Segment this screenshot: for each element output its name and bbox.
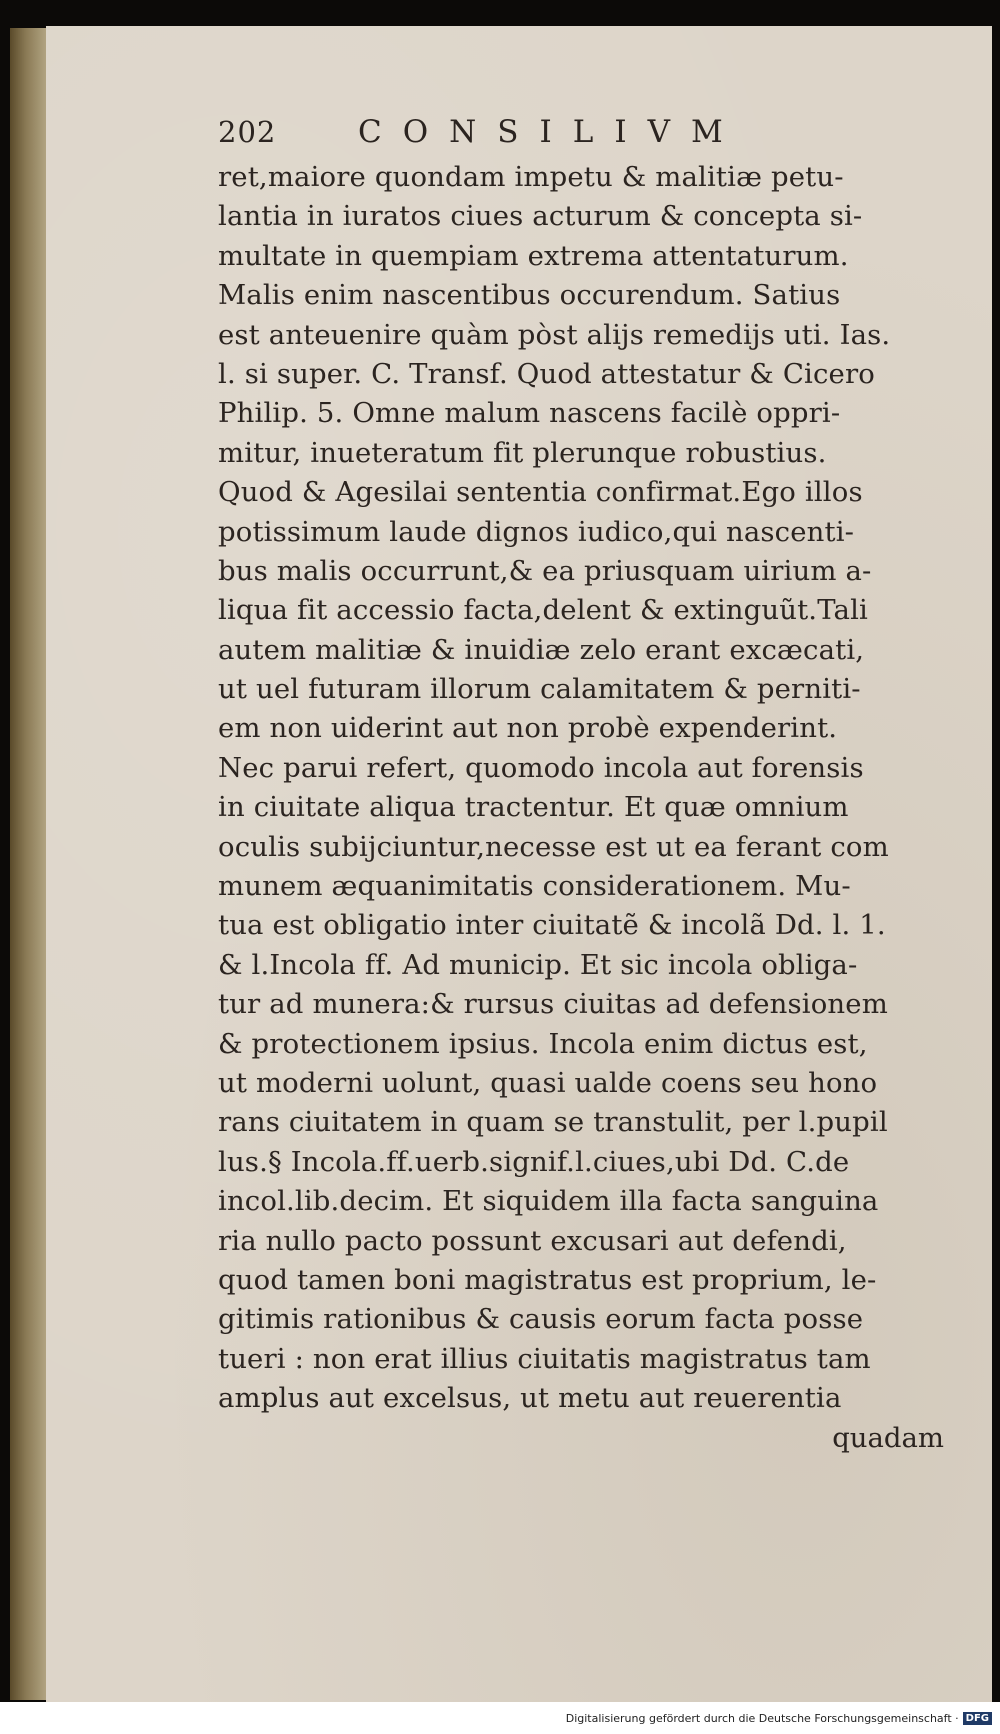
text-line: in ciuitate aliqua tractentur. Et quæ omnium <box>218 791 849 824</box>
text-line: mitur, inueteratum fit plerunque robustius. <box>218 436 827 469</box>
book-spine-edge <box>10 28 50 1700</box>
text-line: oculis subijciuntur,necesse est ut ea ferant com <box>218 830 889 863</box>
text-line: amplus aut excelsus, ut metu aut reuerentia <box>218 1382 842 1415</box>
catchword: quadam <box>832 1421 944 1454</box>
text-line: liqua fit accessio facta,delent & extinguũt.Tali <box>218 594 868 627</box>
text-line: Nec parui refert, quomodo incola aut forensis <box>218 751 864 784</box>
text-line: & l.Incola ff. Ad municip. Et sic incola obliga- <box>218 948 858 981</box>
running-head <box>218 114 958 158</box>
text-line: ret,maiore quondam impetu & malitiæ petu- <box>218 161 844 193</box>
text-line: Malis enim nascentibus occurendum. Satius <box>218 279 841 312</box>
text-line: ut moderni uolunt, quasi ualde coens seu hono <box>218 1066 878 1099</box>
text-line: ria nullo pacto possunt excusari aut defendi, <box>218 1224 847 1257</box>
text-line: munem æquanimitatis considerationem. Mu- <box>218 870 851 903</box>
body-text <box>218 158 958 1419</box>
text-line: incol.lib.decim. Et siquidem illa facta sanguina <box>218 1185 879 1218</box>
text-line: multate in quempiam extrema attentaturum. <box>218 239 849 272</box>
text-line: Philip. 5. Omne malum nascens facilè oppri- <box>218 397 841 430</box>
page-text-block <box>218 114 958 1458</box>
text-line: tur ad munera:& rursus ciuitas ad defensionem <box>218 988 888 1021</box>
text-line: & protectionem ipsius. Incola enim dictus est, <box>218 1027 868 1060</box>
text-line: lus.§ Incola.ff.uerb.signif.l.ciues,ubi Dd. C.de <box>218 1145 850 1178</box>
text-line: ut uel futuram illorum calamitatem & perniti- <box>218 673 861 706</box>
text-line: tua est obligatio inter ciuitatẽ & incolã Dd. l. 1. <box>218 909 886 942</box>
footer-credit: Digitalisierung gefördert durch die Deutsche Forschungsgemeinschaft · <box>565 1711 959 1725</box>
text-line: gitimis rationibus & causis eorum facta posse <box>218 1303 864 1336</box>
page-number: 202 <box>218 115 277 149</box>
dfg-logo: DFG <box>963 1712 992 1725</box>
text-line: est anteuenire quàm pòst alijs remedijs uti. Ias. <box>218 318 891 351</box>
running-title: CONSILIVM <box>358 114 744 150</box>
text-line: Quod & Agesilai sententia confirmat.Ego illos <box>218 476 863 509</box>
text-line: potissimum laude dignos iudico,qui nascenti- <box>218 515 855 548</box>
text-line: lantia in iuratos ciues acturum & concepta si- <box>218 200 863 233</box>
text-line: quod tamen boni magistratus est proprium, le- <box>218 1263 877 1296</box>
text-line: bus malis occurrunt,& ea priusquam uirium a- <box>218 554 872 587</box>
text-line: l. si super. C. Transf. Quod attestatur & Cicero <box>218 357 875 390</box>
text-line: rans ciuitatem in quam se transtulit, per l.pupil <box>218 1106 888 1139</box>
text-line: em non uiderint aut non probè expenderint. <box>218 712 838 745</box>
text-line: tueri : non erat illius ciuitatis magistratus tam <box>218 1342 871 1375</box>
digitization-footer <box>0 1702 1000 1734</box>
text-line: autem malitiæ & inuidiæ zelo erant excæcati, <box>218 633 865 666</box>
